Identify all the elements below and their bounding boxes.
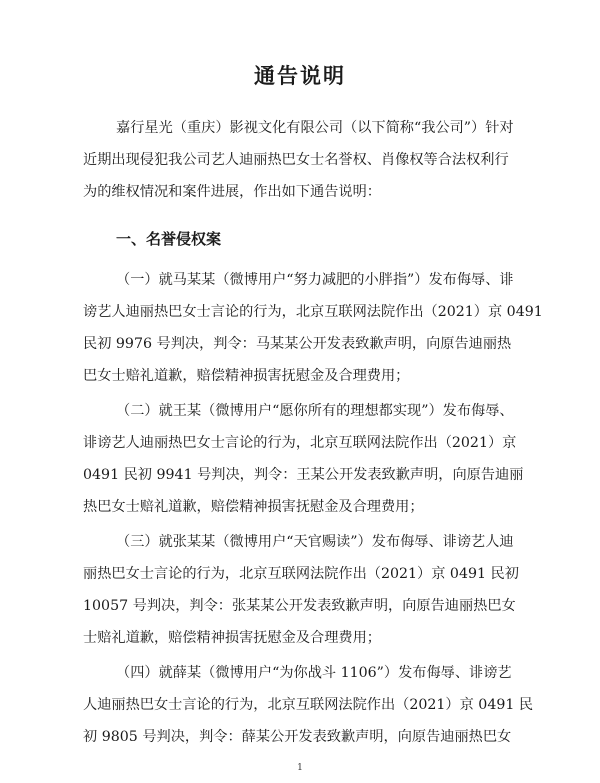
intro-line: 为的维权情况和案件进展，作出如下通告说明： <box>83 184 381 200</box>
case-line: 丽热巴女士言论的行为，北京互联网法院作出（2021）京 0491 民初 <box>83 566 519 582</box>
case-line: 热巴女士赔礼道歉，赔偿精神损害抚慰金及合理费用； <box>83 499 424 515</box>
document-title: 通告说明 <box>254 64 346 88</box>
case-line: （一）就马某某（微博用户“努力减肥的小胖指”）发布侮辱、诽 <box>116 272 514 288</box>
intro-line: 近期出现侵犯我公司艺人迪丽热巴女士名誉权、肖像权等合法权利行 <box>83 152 509 168</box>
case-line: 巴女士赔礼道歉，赔偿精神损害抚慰金及合理费用； <box>83 368 410 384</box>
case-line: （四）就薛某（微博用户“为你战斗 1106”）发布侮辱、诽谤艺 <box>116 665 512 681</box>
case-line: 士赔礼道歉，赔偿精神损害抚慰金及合理费用； <box>83 630 381 646</box>
case-line: 初 9805 号判决，判令：薛某公开发表致歉声明，向原告迪丽热巴女 <box>83 729 512 745</box>
page-number: 1 <box>297 763 303 773</box>
case-line: 10057 号判决，判令：张某某公开发表致歉声明，向原告迪丽热巴女 <box>83 598 516 614</box>
section-heading: 一、名誉侵权案 <box>116 230 222 248</box>
case-line: 0491 民初 9941 号判决，判令：王某公开发表致歉声明，向原告迪丽 <box>83 467 524 483</box>
case-line: 民初 9976 号判决，判令：马某某公开发表致歉声明，向原告迪丽热 <box>83 336 512 352</box>
case-line: （二）就王某（微博用户“愿你所有的理想都实现”）发布侮辱、 <box>116 403 514 419</box>
case-line: 人迪丽热巴女士言论的行为，北京互联网法院作出（2021）京 0491 民 <box>83 697 534 713</box>
case-line: （三）就张某某（微博用户“天官赐读”）发布侮辱、诽谤艺人迪 <box>116 534 514 550</box>
case-line: 谤艺人迪丽热巴女士言论的行为，北京互联网法院作出（2021）京 0491 <box>83 304 543 320</box>
intro-line: 嘉行星光（重庆）影视文化有限公司（以下简称“我公司”）针对 <box>116 120 514 136</box>
case-line: 诽谤艺人迪丽热巴女士言论的行为，北京互联网法院作出（2021）京 <box>83 435 517 451</box>
